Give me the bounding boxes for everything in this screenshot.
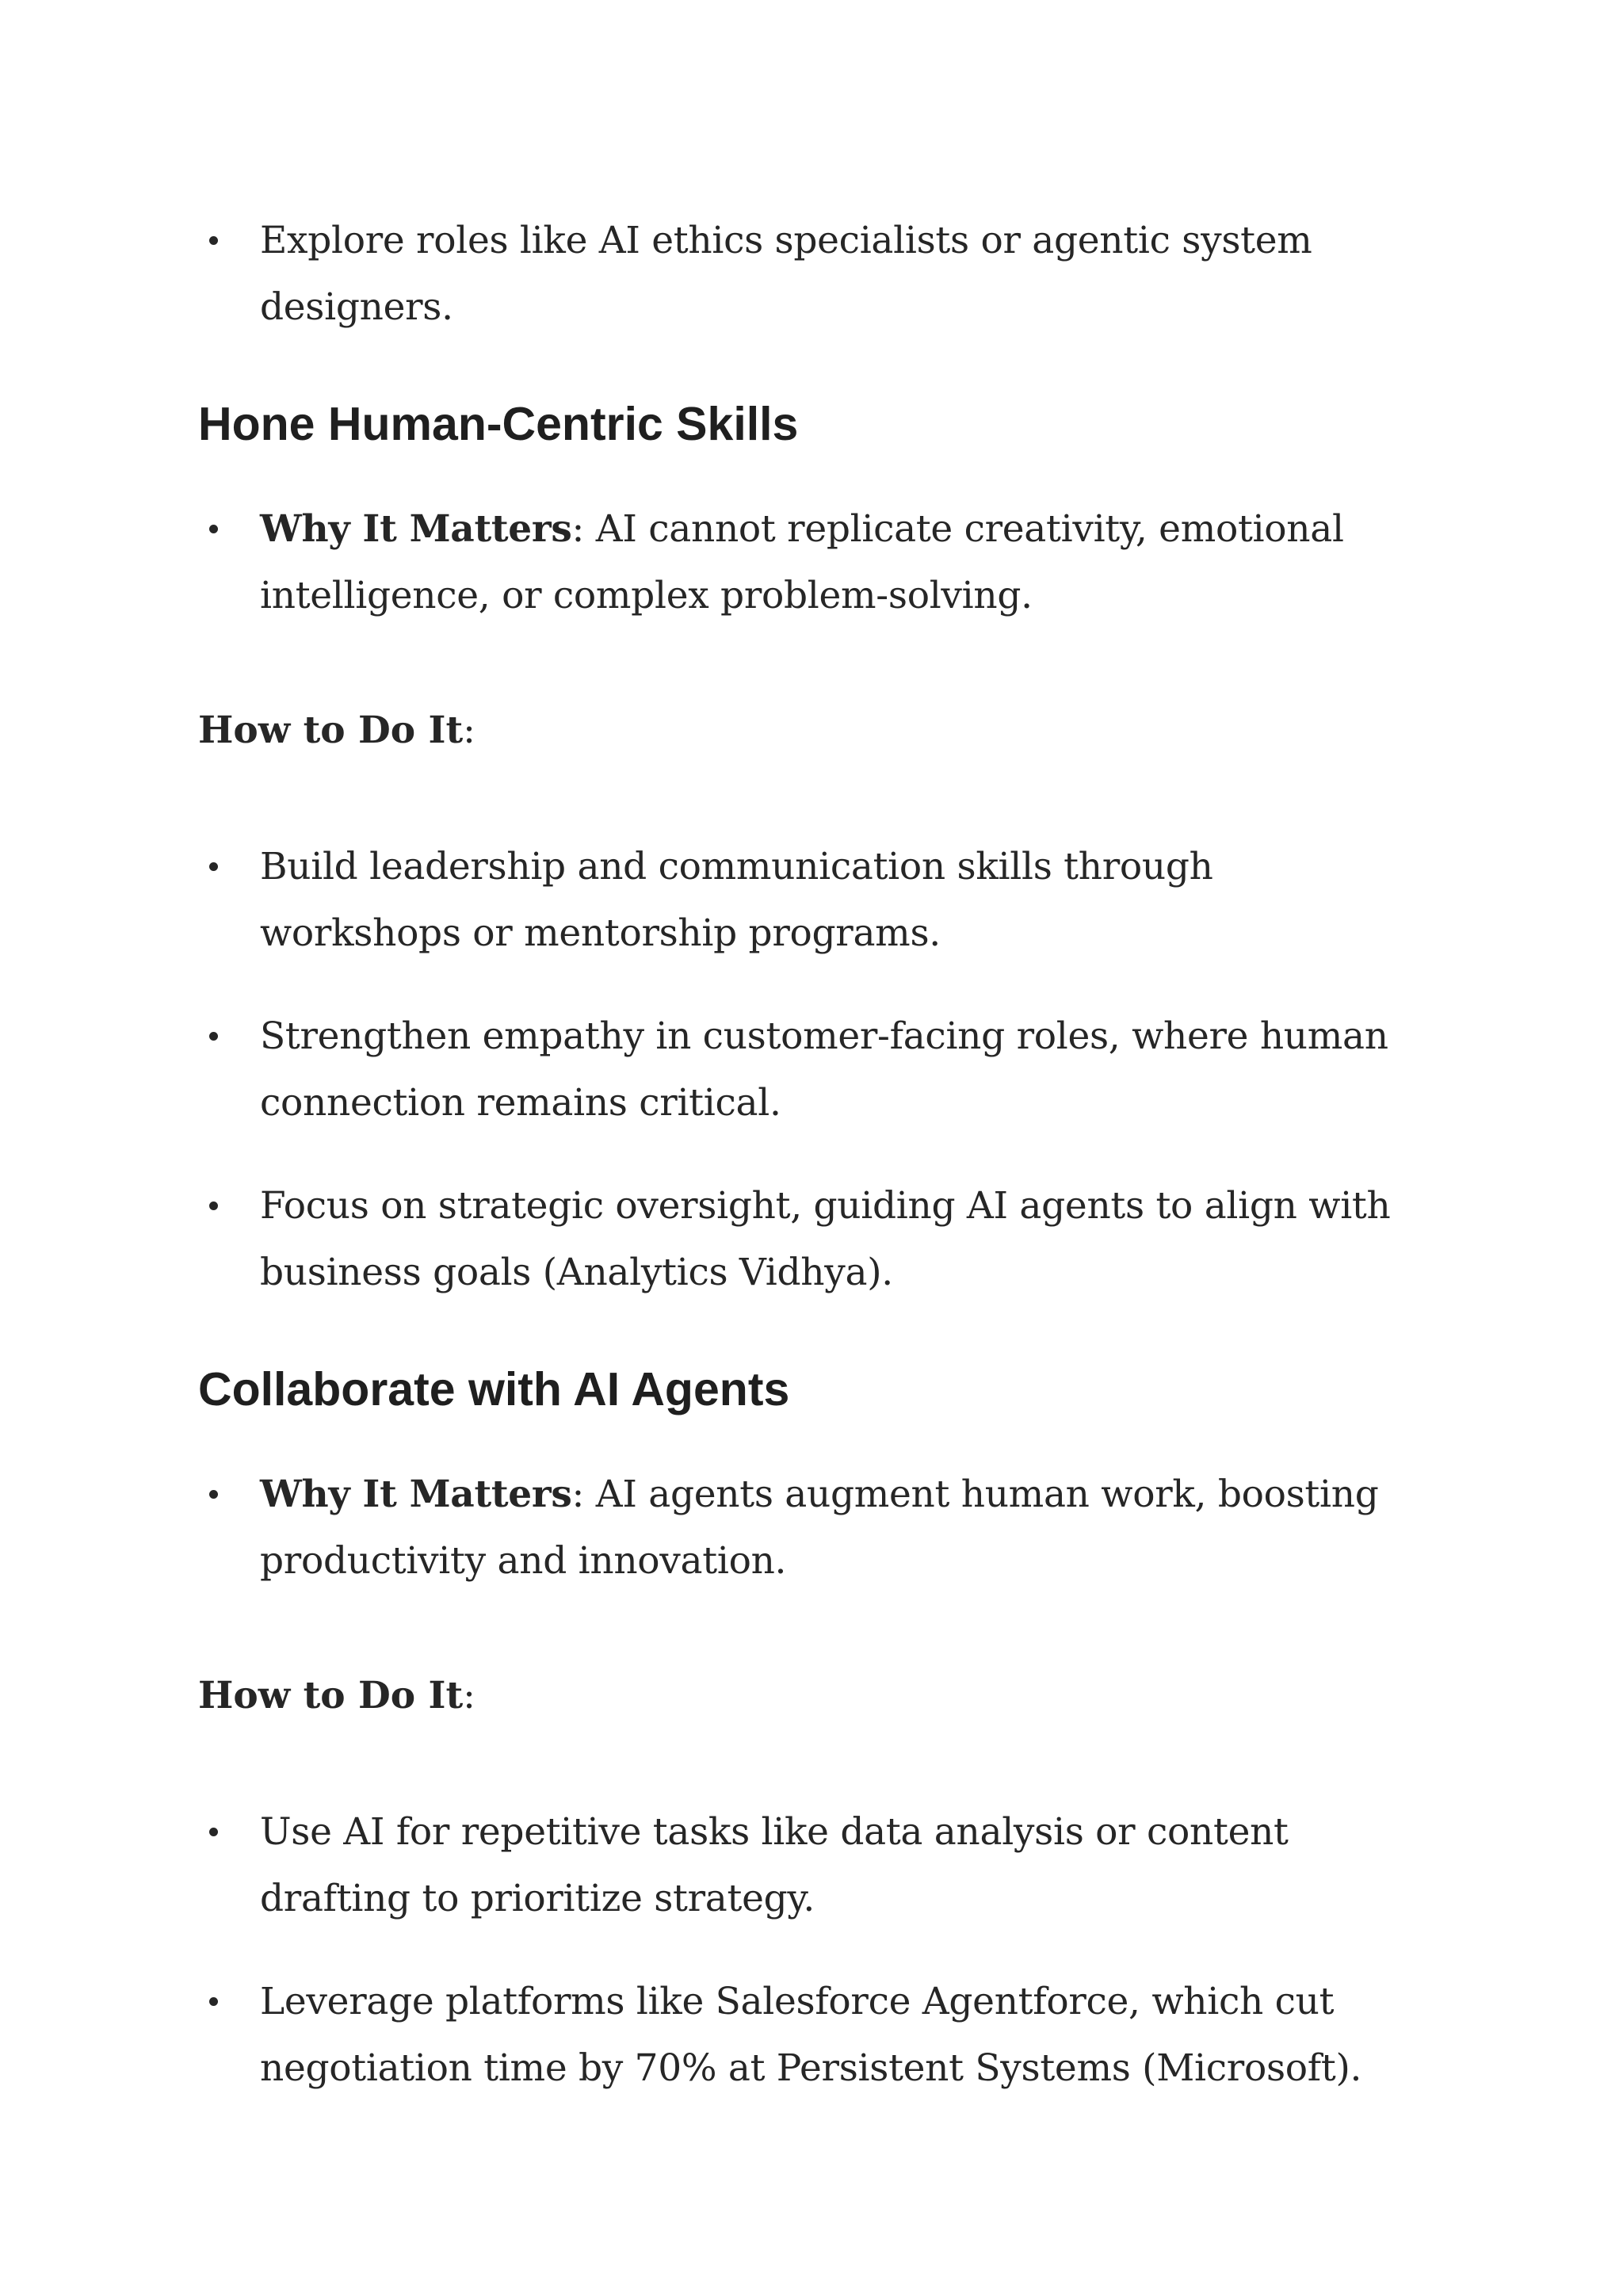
list-item	[260, 1799, 1401, 1932]
list-item-text: Build leadership and communication skills through workshops or mentorship programs.	[260, 845, 1213, 955]
how-to-label	[198, 697, 475, 764]
how-label: How to Do It	[198, 1674, 464, 1717]
why-separator: :	[571, 1473, 585, 1516]
how-label: How to Do It	[198, 709, 464, 752]
list-item	[260, 1969, 1401, 2102]
why-text: AI cannot replicate creativity, emotional intelligence, or complex problem-solving.	[260, 507, 1344, 617]
list-item	[260, 208, 1401, 341]
list-item	[260, 1173, 1401, 1306]
bullet-icon	[209, 236, 218, 245]
bullet-icon	[209, 862, 218, 871]
list-item-text: Explore roles like AI ethics specialists or agentic system designers.	[260, 219, 1312, 329]
how-to-label	[198, 1663, 475, 1729]
list-item-text: Use AI for repetitive tasks like data analysis or content drafting to prioritize strategy.	[260, 1810, 1289, 1920]
why-label: Why It Matters	[260, 1473, 572, 1516]
bullet-icon	[209, 1828, 218, 1836]
bullet-icon	[209, 1997, 218, 2006]
why-label: Why It Matters	[260, 507, 572, 551]
bullet-icon	[209, 1490, 218, 1499]
how-separator: :	[463, 709, 476, 752]
list-item-text: Leverage platforms like Salesforce Agentforce, which cut negotiation time by 70% at Persistent Systems (Microsoft).	[260, 1980, 1362, 2090]
list-item-text: Focus on strategic oversight, guiding AI agents to align with business goals (Analytics Vidhya).	[260, 1184, 1391, 1294]
list-item	[260, 834, 1401, 967]
bullet-icon	[209, 1201, 218, 1210]
why-it-matters-item	[260, 1461, 1401, 1595]
section-heading: Collaborate with AI Agents	[198, 1363, 790, 1415]
list-item-text: Strengthen empathy in customer-facing roles, where human connection remains critical.	[260, 1014, 1388, 1125]
bullet-icon	[209, 525, 218, 533]
how-separator: :	[463, 1674, 476, 1717]
why-it-matters-item	[260, 496, 1401, 629]
bullet-icon	[209, 1032, 218, 1041]
why-text: AI agents augment human work, boosting productivity and innovation.	[260, 1473, 1379, 1583]
list-item	[260, 1003, 1401, 1137]
why-separator: :	[571, 507, 585, 551]
section-heading: Hone Human-Centric Skills	[198, 398, 799, 450]
